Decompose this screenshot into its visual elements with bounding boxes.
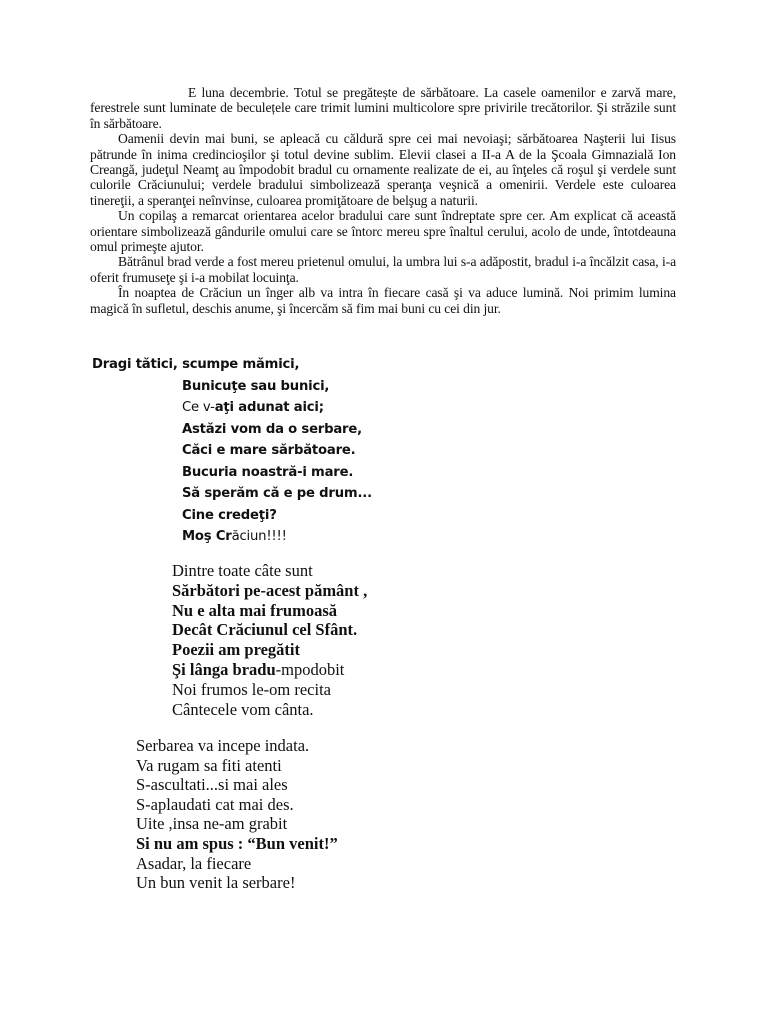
poem-line: Noi frumos le-om recita — [172, 679, 331, 699]
poem-line-part: ăciun!!!! — [231, 529, 287, 544]
paragraph: Un copilaş a remarcat orientarea acelor bradului care sunt îndreptate spre cer. Am explicat că această orientare simbolizează gândurile omului care se întorc mereu spre înaltul cerului, acolo de unde, întotdeauna omul primeşte ajutor. — [90, 208, 676, 255]
poem-line — [92, 397, 372, 419]
paragraph: E luna decembrie. Totul se pregătește de sărbătoare. La casele oamenilor e zarvă mare, ferestrele sunt luminate de beculețele care trimit lumini multicolore spre privirile trecătorilor. Şi străzile sunt în sărbătoare. — [90, 85, 676, 131]
poem-holiday — [172, 561, 367, 719]
intro-prose — [90, 85, 676, 316]
poem-line — [172, 660, 367, 680]
poem-line: Va rugam sa fiti atenti — [136, 755, 282, 775]
poem-line: Sărbători pe-acest pământ , — [172, 580, 368, 600]
paragraph: Bătrânul brad verde a fost mereu prietenul omului, la umbra lui s-a adăpostit, bradul i-a încălzit casa, i-a oferit frumuseţe şi i-a mobilat locuinţa. — [90, 254, 676, 285]
poem-line: Si nu am spus : “Bun venit!” — [136, 833, 338, 853]
poem-line: S-ascultati...si mai ales — [136, 775, 288, 795]
poem-line-part: Şi lânga bradu — [172, 659, 276, 679]
poem-greeting — [92, 354, 372, 548]
poem-line: Cine credeţi? — [182, 507, 277, 523]
poem-line: Dintre toate câte sunt — [172, 561, 313, 580]
poem-line: Poezii am pregătit — [172, 640, 300, 660]
poem-line: Cântecele vom cânta. — [172, 699, 314, 719]
poem-line: Un bun venit la serbare! — [136, 873, 296, 893]
poem-line: Uite ,insa ne-am grabit — [136, 814, 288, 834]
poem-line-part: Ce v- — [182, 400, 215, 415]
poem-line — [92, 526, 372, 548]
poem-line: Nu e alta mai frumoasă — [172, 600, 337, 620]
poem-line: Serbarea va incepe indata. — [136, 736, 310, 755]
poem-line: Asadar, la fiecare — [136, 853, 252, 873]
poem-line: Decât Crăciunul cel Sfânt. — [172, 620, 358, 640]
poem-welcome — [136, 736, 338, 893]
poem-line: Bucuria noastră-i mare. — [182, 464, 354, 480]
paragraph: În noaptea de Crăciun un înger alb va intra în fiecare casă şi va aduce lumină. Noi primim lumina magică în sufletul, deschis anume, şi încercăm să fim mai buni cu cei din jur. — [90, 285, 676, 316]
poem-line: Dragi tătici, scumpe mămici, — [92, 357, 300, 372]
poem-line-part: aţi adunat aici; — [214, 400, 324, 415]
poem-line-part: Moş Cr — [182, 529, 232, 544]
poem-line: Bunicuţe sau bunici, — [182, 378, 330, 394]
poem-line: Astăzi vom da o serbare, — [182, 421, 362, 437]
poem-line: S-aplaudati cat mai des. — [136, 794, 294, 814]
poem-line: Căci e mare sărbătoare. — [182, 443, 356, 458]
poem-line-part: -mpodobit — [275, 659, 345, 679]
poem-line: Să sperăm că e pe drum... — [182, 486, 372, 501]
paragraph: Oamenii devin mai buni, se apleacă cu căldură spre cei mai nevoiaşi; sărbătoarea Naşterii lui Iisus pătrunde în inima credincioşilor şi totul devine sublim. Elevii clasei a II-a A de la Şcoala Gimnazială Ion Creangă, judeţul Neamţ au împodobit bradul cu ornamente realizate de ei, au înţeles că roşul şi verdele sunt culorile Crăciunului; verdele bradului simbolizează speranţa veşnică a omenirii. Verdele este culoarea tinereţii, a speranţei neînvinse, culoarea promiţătoare de belşug a naturii. — [90, 131, 676, 208]
